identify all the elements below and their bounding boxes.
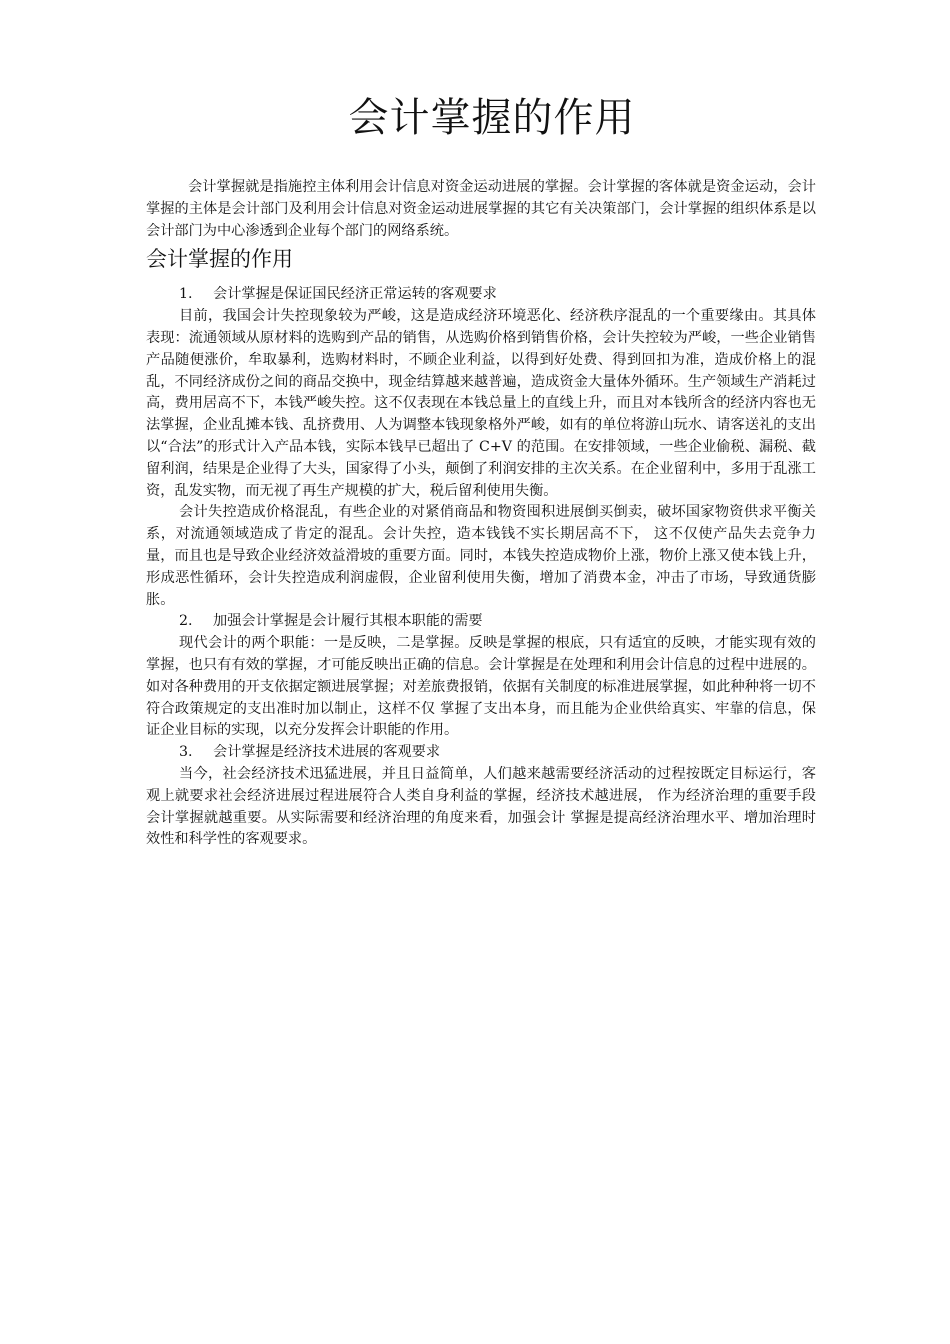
body-paragraph: 现代会计的两个职能：一是反映，二是掌握。反映是掌握的根底，只有适宜的反映，才能实现有效的掌握，也只有有效的掌握，才可能反映出正确的信息。会计掌握是在处理和利用会计信息的过程中进展的。如对各种费用的开支依据定额进展掌握；对差旅费报销，依据有关制度的标准进展掌握，如此种种将一切不符合政策规定的支出准时加以制止，这样不仅 掌握了支出本身，而且能为企业供给真实、牢靠的信息，保证企业目标的实现，以充分发挥会计职能的作用。 (146, 635, 816, 739)
body-paragraph: 会计失控造成价格混乱，有些企业的对紧俏商品和物资囤积进展倒买倒卖，破坏国家物资供求平衡关系，对流通领域造成了肯定的混乱。会计失控，造本钱钱不实长期居高不下， 这不仅使产品失去竞争力量，而且也是导致企业经济效益滑坡的重要方面。同时，本钱失控造成物价上涨，物价上涨又使本钱上升，形成恶性循环，会计失控造成利润虚假，企业留利使用失衡，增加了消费本金，冲击了市场，导致通货膨胀。 (146, 504, 816, 608)
numbered-item-heading (146, 611, 816, 633)
body-paragraph: 当今，社会经济技术迅猛进展，并且日益简单，人们越来越需要经济活动的过程按既定目标运行，客观上就要求社会经济进展过程进展符合人类自身利益的掌握，经济技术越进展， 作为经济治理的重要手段会计掌握就越重要。从实际需要和经济治理的角度来看，加强会计 掌握是提高经济治理水平、增加治理时效性和科学性的客观要求。 (146, 765, 816, 848)
numbered-item-heading (146, 742, 816, 764)
item-heading-text: 会计掌握是保证国民经济正常运转的客观要求 (213, 286, 497, 303)
numbered-item-heading (146, 284, 816, 306)
section-heading: 会计掌握的作用 (146, 247, 293, 272)
item-number: 1. (179, 286, 193, 303)
item-number: 3. (179, 744, 193, 761)
intro-paragraph: 会计掌握就是指施控主体利用会计信息对资金运动进展的掌握。会计掌握的客体就是资金运动，会计掌握的主体是会计部门及利用会计信息对资金运动进展掌握的其它有关决策部门，会计掌握的组织体系是以会计部门为中心渗透到企业每个部门的网络系统。 (146, 179, 816, 239)
document-title: 会计掌握的作用 (348, 95, 636, 141)
item-heading-text: 加强会计掌握是会计履行其根本职能的需要 (213, 613, 483, 630)
body-paragraph: 目前，我国会计失控现象较为严峻，这是造成经济环境恶化、经济秩序混乱的一个重要缘由。其具体表现：流通领域从原材料的选购到产品的销售，从选购价格到销售价格，会计失控较为严峻，一些企业销售产品随便涨价，牟取暴利，选购材料时，不顾企业利益，以得到好处费、得到回扣为准，造成价格上的混乱，不同经济成份之间的商品交换中，现金结算越来越普遍，造成资金大量体外循环。生产领域生产消耗过高，费用居高不下，本钱严峻失控。这不仅表现在本钱总量上的直线上升，而且对本钱所含的经济内容也无法掌握，企业乱摊本钱、乱挤费用、人为调整本钱现象格外严峻，如有的单位将游山玩水、请客送礼的支出以“合法”的形式计入产品本钱，实际本钱早已超出了 C+V 的范围。在安排领域，一些企业偷税、漏税、截留利润，结果是企业得了大头，国家得了小头，颠倒了利润安排的主次关系。在企业留利中，多用于乱涨工资，乱发实物，而无视了再生产规模的扩大，税后留利使用失衡。 (146, 308, 816, 499)
item-heading-text: 会计掌握是经济技术进展的客观要求 (213, 744, 441, 761)
item-number: 2. (179, 613, 193, 630)
document-body (146, 177, 816, 851)
